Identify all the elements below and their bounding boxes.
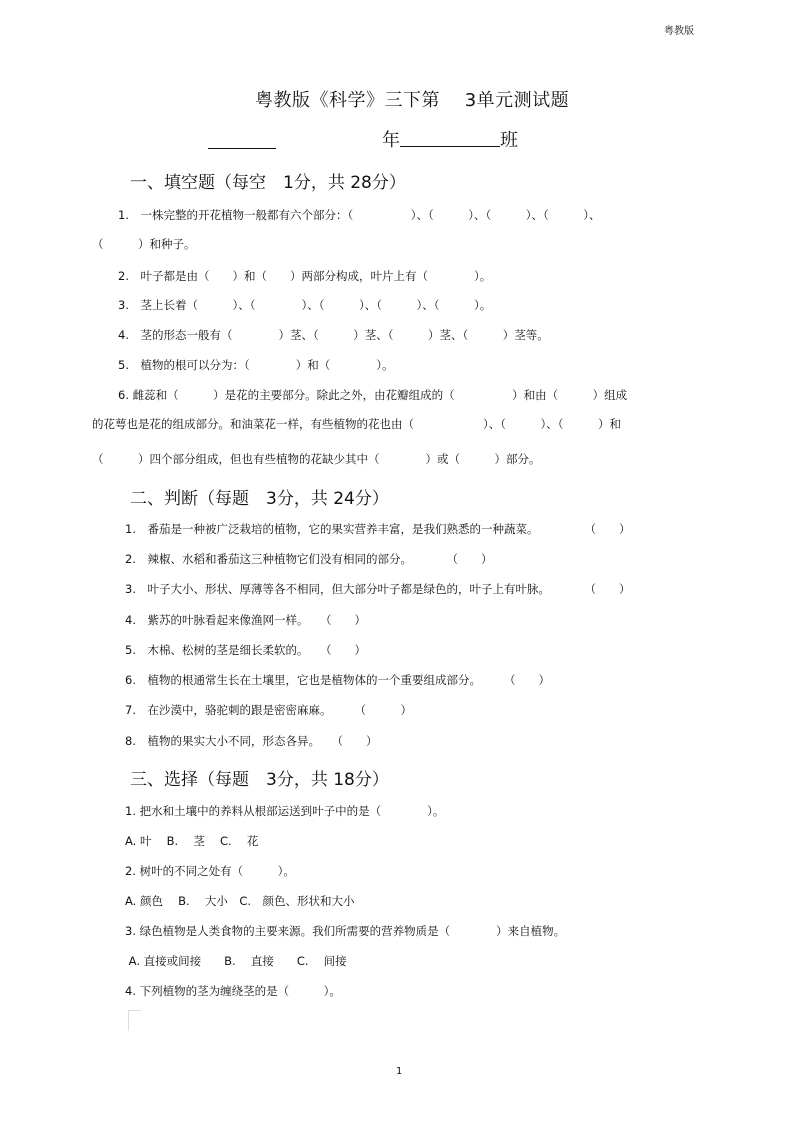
s1-line: 3. 茎上长着（ ）、（ ）、（ ）、（ ）、（ ）。: [118, 298, 492, 312]
class-label: 班: [500, 130, 518, 151]
s1-line: 1. 一株完整的开花植物一般都有六个部分：（ ）、（ ）、（ ）、（ ）、: [118, 208, 601, 222]
name-blank-line: [208, 148, 276, 149]
class-blank-line: [400, 146, 500, 147]
section3-heading: 三、选择（每题 3分，共 18分）: [130, 770, 389, 790]
s3-line: 3. 绿色植物是人类食物的主要来源。我们所需要的营养物质是（ ）来自植物。: [125, 924, 566, 938]
grade-label: 年: [382, 130, 400, 151]
s3-line: 1. 把水和土壤中的养料从根部运送到叶子中的是（ ）。: [125, 804, 445, 818]
section2-heading: 二、判断（每题 3分，共 24分）: [130, 489, 389, 509]
s3-line: A. 叶 B. 茎 C. 花: [125, 834, 259, 848]
page-number: 1: [396, 1066, 403, 1077]
s1-line: 的花萼也是花的组成部分。和油菜花一样，有些植物的花也由（ ）、（ ）、（ ）和: [92, 417, 621, 431]
s2-line: 7. 在沙漠中，骆驼刺的跟是密密麻麻。 （ ）: [125, 703, 412, 717]
header-label: 粤教版: [664, 26, 694, 37]
section1-heading: 一、填空题（每空 1分，共 28分）: [130, 173, 406, 193]
s2-line: 1. 番茄是一种被广泛栽培的植物，它的果实营养丰富，是我们熟悉的一种蔬菜。 （ ）: [125, 522, 631, 536]
s2-line: 4. 紫苏的叶脉看起来像渔网一样。 （ ）: [125, 613, 366, 627]
s1-line: 5. 植物的根可以分为：（ ）和（ ）。: [118, 358, 394, 372]
s2-line: 6. 植物的根通常生长在土壤里，它也是植物体的一个重要组成部分。 （ ）: [125, 673, 550, 687]
s1-line: 4. 茎的形态一般有（ ）茎、（ ）茎、（ ）茎、（ ）茎等。: [118, 328, 549, 342]
s1-line: （ ）四个部分组成，但也有些植物的花缺少其中（ ）或（ ）部分。: [92, 452, 541, 466]
s2-line: 8. 植物的果实大小不同，形态各异。 （ ）: [125, 734, 378, 748]
page-title: 粤教版《科学》三下第 3单元测试题: [255, 90, 570, 111]
corner-mark: [128, 1010, 141, 1031]
s2-line: 5. 木棉、松树的茎是细长柔软的。 （ ）: [125, 643, 366, 657]
s3-line: A. 颜色 B. 大小 C. 颜色、形状和大小: [125, 894, 355, 908]
s3-line: 2. 树叶的不同之处有（ ）。: [125, 864, 295, 878]
s2-line: 2. 辣椒、水稻和番茄这三种植物它们没有相同的部分。 （ ）: [125, 552, 493, 566]
s3-line: A. 直接或间接 B. 直接 C. 间接: [125, 954, 347, 968]
s2-line: 3. 叶子大小、形状、厚薄等各不相同，但大部分叶子都是绿色的，叶子上有叶脉。 （ ）: [125, 582, 631, 596]
s3-line: 4. 下列植物的茎为缠绕茎的是（ ）。: [125, 984, 341, 998]
s1-line: 6. 雌蕊和（ ）是花的主要部分。除此之外，由花瓣组成的（ ）和由（ ）组成: [118, 388, 628, 402]
s1-line: 2. 叶子都是由（ ）和（ ）两部分构成，叶片上有（ ）。: [118, 269, 492, 283]
s1-line: （ ）和种子。: [92, 237, 196, 251]
